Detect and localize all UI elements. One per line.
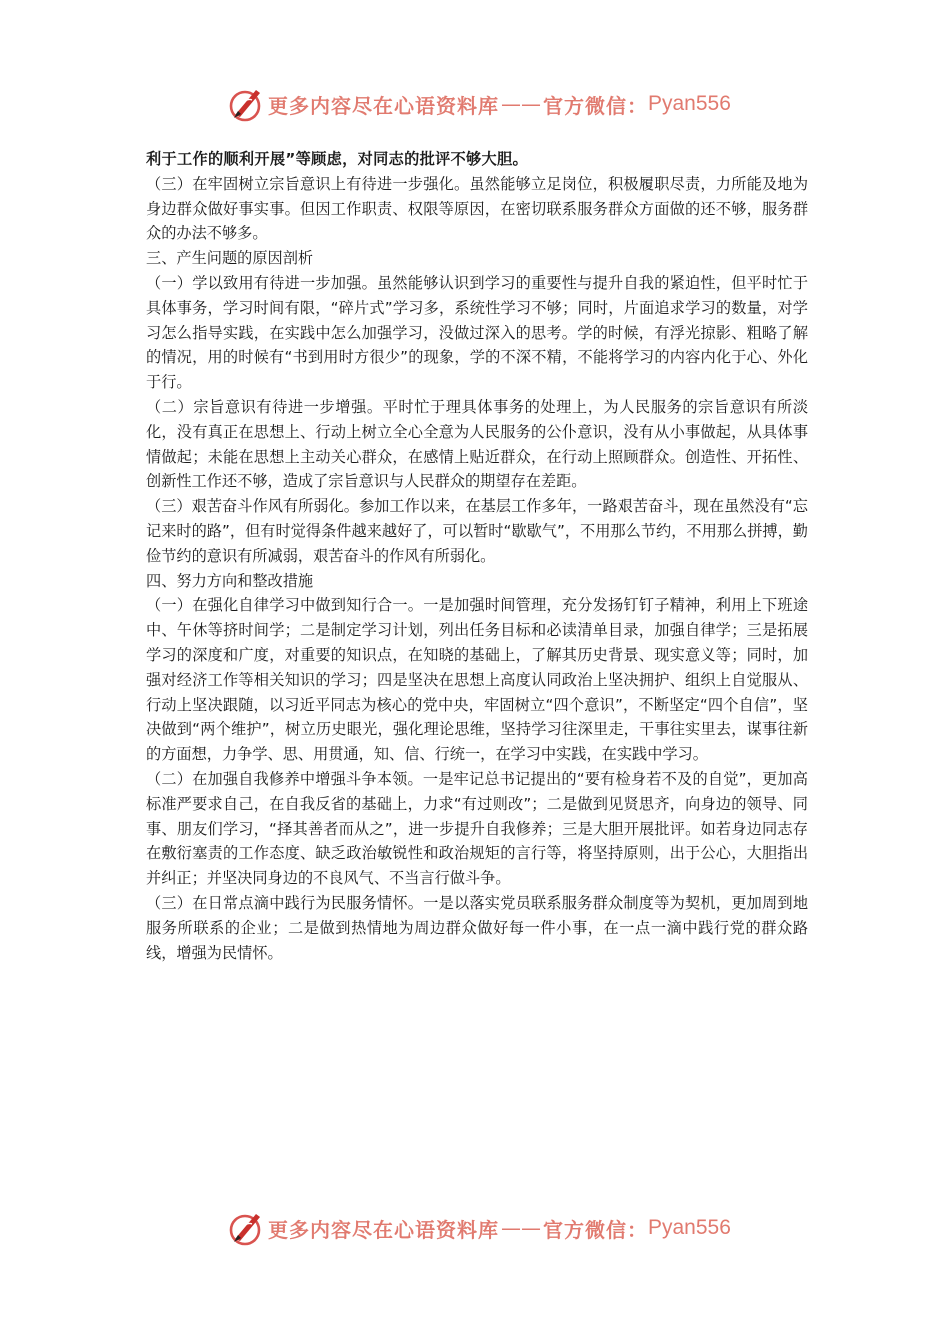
header-banner <box>226 84 731 124</box>
section-heading: 三、产生问题的原因剖析 <box>146 249 314 268</box>
banner-text: 更多内容尽在心语资料库 <box>268 1217 499 1242</box>
document-body <box>146 147 808 965</box>
banner-separator: —— <box>501 92 541 116</box>
banner-wechat-label: 官方微信： <box>543 1217 648 1242</box>
section-heading: 四、努力方向和整改措施 <box>146 571 314 590</box>
banner-wechat-id: Pyan556 <box>648 92 731 115</box>
footer-banner <box>226 1208 731 1248</box>
paragraph: （一）在强化自律学习中做到知行合一。一是加强时间管理，充分发扬钉钉子精神，利用上下班途中、午休等挤时间学；二是制定学习计划，列出任务目标和必读清单目录，加强自律学；三是拓展学习的深度和广度，对重要的知识点，在知晓的基础上，了解其历史背景、现实意义等；同时，加强对经济工作等相关知识的学习；四是坚决在思想上高度认同政治上坚决拥护、组织上自觉服从、行动上坚决跟随，以习近平同志为核心的党中央，牢固树立“四个意识”，不断坚定“四个自信”，坚决做到“两个维护”，树立历史眼光，强化理论思维，坚持学习往深里走，干事往实里去，谋事往新的方面想，力争学、思、用贯通，知、信、行统一，在学习中实践，在实践中学习。 <box>146 596 808 764</box>
banner-text: 更多内容尽在心语资料库 <box>268 93 499 118</box>
paragraph: （三）在日常点滴中践行为民服务情怀。一是以落实党员联系服务群众制度等为契机，更加周到地服务所联系的企业；二是做到热情地为周边群众做好每一件小事，在一点一滴中践行党的群众路线，增强为民情怀。 <box>146 893 808 962</box>
banner-wechat-label: 官方微信： <box>543 93 648 118</box>
banner-separator: —— <box>501 1216 541 1240</box>
quill-logo-icon <box>226 84 266 124</box>
paragraph: （一）学以致用有待进一步加强。虽然能够认识到学习的重要性与提升自我的紧迫性，但平时忙于具体事务，学习时间有限，“碎片式”学习多，系统性学习不够；同时，片面追求学习的数量，对学习怎么指导实践，在实践中怎么加强学习，没做过深入的思考。学的时候，有浮光掠影、粗略了解的情况，用的时候有“书到用时方很少”的现象，学的不深不精，不能将学习的内容内化于心、外化于行。 <box>146 273 808 392</box>
paragraph: （三）在牢固树立宗旨意识上有待进一步强化。虽然能够立足岗位，积极履职尽责，力所能及地为身边群众做好事实事。但因工作职责、权限等原因，在密切联系服务群众方面做的还不够，服务群众的办法不够多。 <box>146 174 808 243</box>
banner-wechat-id: Pyan556 <box>648 1216 731 1239</box>
paragraph: （二）宗旨意识有待进一步增强。平时忙于理具体事务的处理上，为人民服务的宗旨意识有所淡化，没有真正在思想上、行动上树立全心全意为人民服务的公仆意识，没有从小事做起，从具体事情做起；未能在思想上主动关心群众，在感情上贴近群众，在行动上照顾群众。创造性、开拓性、创新性工作还不够，造成了宗旨意识与人民群众的期望存在差距。 <box>146 397 808 491</box>
paragraph: （三）艰苦奋斗作风有所弱化。参加工作以来，在基层工作多年，一路艰苦奋斗，现在虽然没有“忘记来时的路”，但有时觉得条件越来越好了，可以暂时“歇歇气”，不用那么节约，不用那么拼搏，勤俭节约的意识有所减弱，艰苦奋斗的作风有所弱化。 <box>146 497 808 565</box>
paragraph: （二）在加强自我修养中增强斗争本领。一是牢记总书记提出的“要有检身若不及的自觉”，更加高标准严要求自己，在自我反省的基础上，力求“有过则改”；二是做到见贤思齐，向身边的领导、同事、朋友们学习，“择其善者而从之”，进一步提升自我修养；三是大胆开展批评。如若身边同志存在敷衍塞责的工作态度、缺乏政治敏锐性和政治规矩的言行等，将坚持原则，出于公心，大胆指出并纠正；并坚决同身边的不良风气、不当言行做斗争。 <box>146 769 808 888</box>
paragraph-continued: 利于工作的顺利开展”等顾虑，对同志的批评不够大胆。 <box>146 150 528 168</box>
quill-logo-icon <box>226 1208 266 1248</box>
